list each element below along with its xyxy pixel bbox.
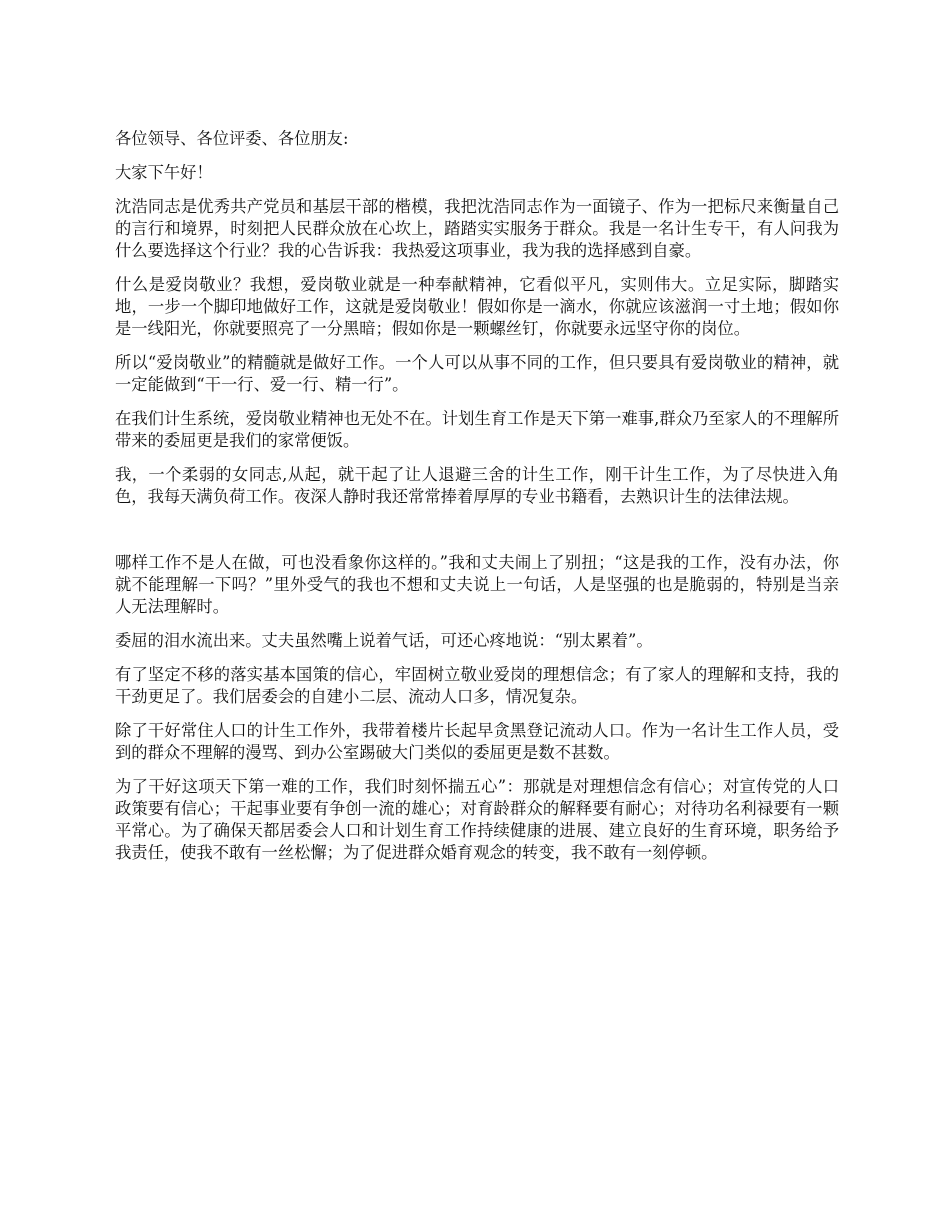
paragraph: 什么是爱岗敬业？我想，爱岗敬业就是一种奉献精神，它看似平凡，实则伟大。立足实际，脚踏实地，一步一个脚印地做好工作，这就是爱岗敬业！假如你是一滴水，你就应该滋润一寸土地；假如你是一线阳光，你就要照亮了一分黑暗；假如你是一颗螺丝钉，你就要永远坚守你的岗位。 (115, 275, 839, 338)
salutation: 各位领导、各位评委、各位朋友: (115, 129, 349, 148)
paragraph: 沈浩同志是优秀共产党员和基层干部的楷模，我把沈浩同志作为一面镜子、作为一把标尺来衡量自己的言行和境界，时刻把人民群众放在心坎上，踏踏实实服务于群众。我是一名计生专干，有人问我为什么要选择这个行业？我的心告诉我：我热爱这项事业，我为我的选择感到自豪。 (115, 197, 839, 260)
greeting: 大家下午好！ (115, 163, 213, 182)
document-body (115, 128, 839, 876)
paragraph: 哪样工作不是人在做，可也没看象你这样的。”我和丈夫闹上了别扭；“这是我的工作，没有办法，你就不能理解一下吗？”里外受气的我也不想和丈夫说上一句话，人是坚强的也是脆弱的，特别是当亲人无法理解时。 (115, 553, 839, 616)
paragraph: 我，一个柔弱的女同志,从起，就干起了让人退避三舍的计生工作，刚干计生工作，为了尽快进入角色，我每天满负荷工作。夜深人静时我还常常捧着厚厚的专业书籍看，去熟识计生的法律法规。 (115, 465, 839, 506)
paragraph: 有了坚定不移的落实基本国策的信心，牢固树立敬业爱岗的理想信念；有了家人的理解和支持，我的干劲更足了。我们居委会的自建小二层、流动人口多，情况复杂。 (115, 665, 839, 706)
paragraph: 为了干好这项天下第一难的工作，我们时刻怀揣五心”：那就是对理想信念有信心；对宣传党的人口政策要有信心；干起事业要有争创一流的雄心；对育龄群众的解释要有耐心；对待功名利禄要有一颗平常心。为了确保天都居委会人口和计划生育工作持续健康的进展、建立良好的生育环境，职务给予我责任，使我不敢有一丝松懈；为了促进群众婚育观念的转变，我不敢有一刻停顿。 (115, 777, 839, 862)
paragraph: 除了干好常住人口的计生工作外，我带着楼片长起早贪黑登记流动人口。作为一名计生工作人员，受到的群众不理解的漫骂、到办公室踢破大门类似的委屈更是数不甚数。 (115, 721, 839, 762)
paragraph: 在我们计生系统，爱岗敬业精神也无处不在。计划生育工作是天下第一难事,群众乃至家人的不理解所带来的委屈更是我们的家常便饭。 (115, 409, 839, 450)
paragraph: 委屈的泪水流出来。丈夫虽然嘴上说着气话，可还心疼地说：“别太累着”。 (115, 631, 653, 650)
paragraph: 所以“爱岗敬业”的精髓就是做好工作。一个人可以从事不同的工作，但只要具有爱岗敬业的精神，就一定能做到“干一行、爱一行、精一行”。 (115, 353, 839, 394)
